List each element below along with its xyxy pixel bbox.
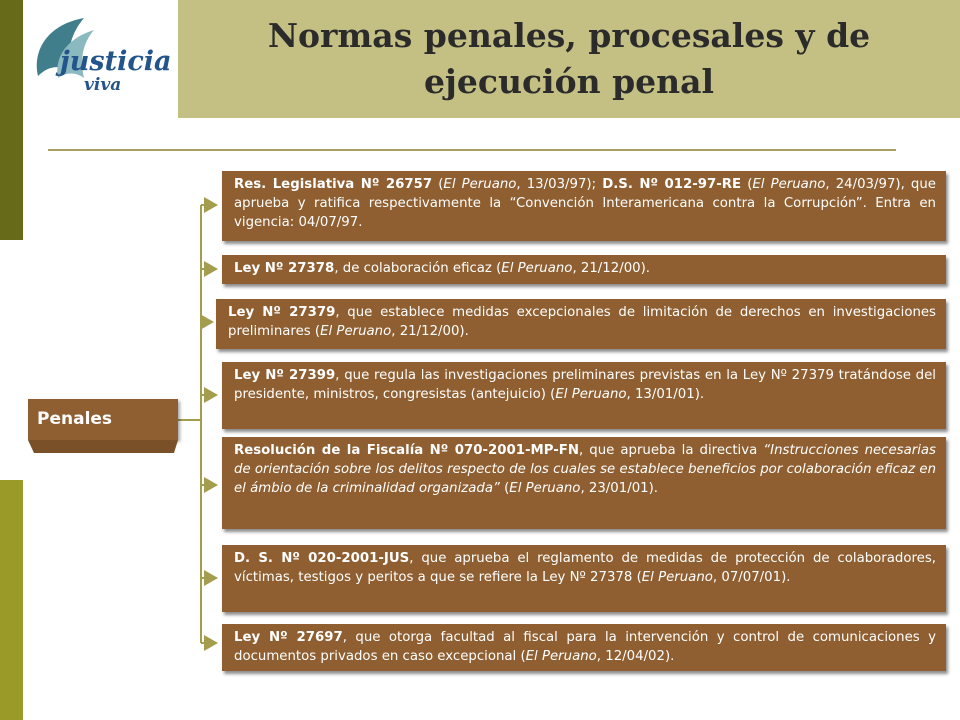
norm-text: ( (741, 177, 753, 192)
sidebar-stripe-bottom (0, 480, 23, 720)
norm-reference: D. S. Nº 020-2001-JUS (234, 551, 410, 566)
norm-reference: Ley Nº 27379 (228, 305, 336, 320)
norm-italic-text: El Peruano (641, 570, 713, 585)
norm-text: , 12/04/02). (596, 649, 675, 664)
category-label: Penales (37, 409, 113, 429)
norm-text: , 13/01/01). (626, 387, 705, 402)
norm-item (222, 362, 946, 429)
sidebar-stripe-top (0, 0, 23, 240)
sidebar-stripe-middle (0, 240, 23, 480)
norm-text: , 13/03/97); (516, 177, 603, 192)
norm-italic-text: El Peruano (509, 481, 581, 496)
divider-line (48, 149, 896, 151)
norm-item (222, 545, 946, 612)
norm-item (222, 624, 946, 671)
norm-text: , que establece medidas excepcionales de limitación de derechos en investigaciones preliminares ( (228, 305, 936, 339)
norm-text: , de colaboración eficaz ( (334, 261, 502, 276)
norm-text: , 21/12/00). (572, 261, 651, 276)
norm-text: ( (499, 481, 510, 496)
norm-text: , 24/03/97), que aprueba y ratifica respectivamente la “Convención Interamericana contra la Corrupción”. Entra en vigencia: 04/07/97. (234, 177, 936, 230)
norm-reference: D.S. Nº 012-97-RE (602, 177, 742, 192)
norm-text: , que aprueba la directiva (579, 443, 764, 458)
norm-text: , 07/07/01). (712, 570, 791, 585)
norm-reference: Res. Legislativa Nº 26757 (234, 177, 433, 192)
norm-item (222, 255, 946, 284)
norm-reference: Ley Nº 27378 (234, 261, 335, 276)
norm-italic-text: El Peruano (525, 649, 597, 664)
norm-item (222, 171, 946, 241)
title-banner (178, 0, 960, 118)
norm-text: , que regula las investigaciones preliminares previstas en la Ley Nº 27379 tratándose del presidente, ministros, congresistas (antejuicio) ( (234, 368, 936, 402)
norm-reference: Ley Nº 27399 (234, 368, 336, 383)
category-penales (28, 399, 178, 440)
norm-italic-text: “Instrucciones necesarias de orientación sobre los delitos respecto de los cuales se establece beneficios por colaboración eficaz en el ámbio de la criminalidad organizada” (234, 443, 936, 496)
justicia-viva-logo (28, 8, 178, 108)
norm-text: , 21/12/00). (391, 324, 469, 339)
norm-italic-text: El Peruano (752, 177, 826, 192)
category-box-bevel (28, 440, 178, 453)
page-title: Normas penales, procesales y de ejecución penal (267, 16, 871, 101)
norm-text: ( (432, 177, 444, 192)
norm-text: , que aprueba el reglamento de medidas de protección de colaboradores, víctimas, testigos y peritos a que se refiere la Ley Nº 27378 ( (234, 551, 937, 585)
norm-text: , 23/01/01). (580, 481, 659, 496)
norm-text: , que otorga facultad al fiscal para la intervención y control de comunicaciones y documentos privados en caso excepcional ( (234, 630, 936, 664)
norm-italic-text: El Peruano (320, 324, 392, 339)
norm-item (216, 299, 946, 349)
logo-word-justicia: justicia (60, 46, 172, 77)
norm-italic-text: El Peruano (443, 177, 517, 192)
norm-italic-text: El Peruano (501, 261, 573, 276)
norm-italic-text: El Peruano (555, 387, 627, 402)
norm-item (222, 437, 946, 529)
norm-reference: Resolución de la Fiscalía Nº 070-2001-MP-FN (234, 443, 580, 458)
logo-word-viva: viva (84, 75, 122, 95)
norm-reference: Ley Nº 27697 (234, 630, 343, 645)
